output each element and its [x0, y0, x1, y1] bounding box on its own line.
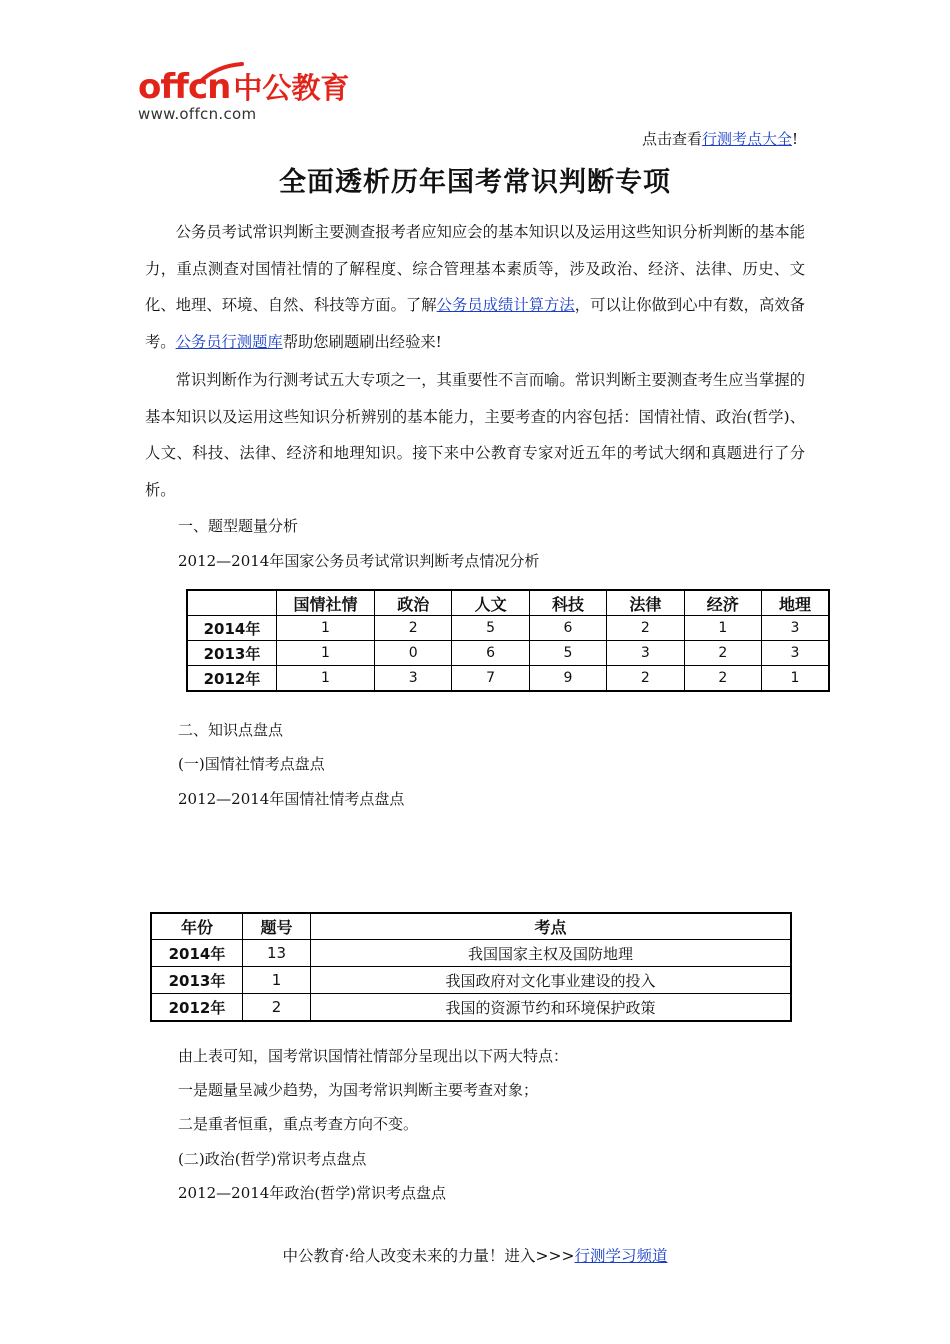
- table-header: 题号: [243, 913, 311, 940]
- section-heading-1: 一、题型题量分析: [178, 517, 299, 535]
- table-cell: 0: [375, 641, 452, 666]
- table-cell: 我国的资源节约和环境保护政策: [311, 994, 792, 1022]
- table-cell: 3: [607, 641, 684, 666]
- subsection-1: (一)国情社情考点盘点: [178, 755, 325, 773]
- table-header: [187, 590, 277, 616]
- table-header: 年份: [151, 913, 243, 940]
- table-cell: 5: [529, 641, 606, 666]
- table-cell: 2: [607, 666, 684, 692]
- table-cell: 3: [375, 666, 452, 692]
- table-cell: 1: [684, 616, 761, 641]
- question-bank-link[interactable]: 公务员行测题库: [175, 332, 283, 351]
- table-cell: 我国政府对文化事业建设的投入: [311, 967, 792, 994]
- footer: 中公教育·给人改变未来的力量！进入>>>行测学习频道: [282, 1247, 668, 1265]
- score-method-link[interactable]: 公务员成绩计算方法: [436, 296, 575, 314]
- top-link-line: 点击查看行测考点大全!: [641, 130, 798, 148]
- table-cell: 2: [684, 666, 761, 692]
- table-cell: 7: [452, 666, 529, 692]
- table-header: 政治: [375, 590, 452, 616]
- intro-paragraph: 公务员考试常识判断主要测查报考者应知应会的基本知识以及运用这些知识分析判断的基本能力，重点测查对国情社情的了解程度、综合管理基本素质等，涉及政治、经济、法律、历史、文化、地理、环境、自然、科技等方面。了解公务员成绩计算方法，可以让你做到心中有数，高效备考。公务员行测题库帮助您刷题刷出经验来!: [145, 223, 805, 351]
- table1-caption: 2012—2014年国家公务员考试常识判断考点情况分析: [178, 552, 540, 570]
- table-row: [187, 641, 829, 666]
- table-cell: 13: [243, 940, 311, 967]
- topic-link[interactable]: 行测考点大全: [701, 130, 792, 148]
- table-cell: 2012年: [187, 666, 277, 692]
- table-cell: 2: [243, 994, 311, 1022]
- table-cell: 2014年: [151, 940, 243, 967]
- table-header: 人文: [452, 590, 529, 616]
- table-cell: 1: [762, 666, 830, 692]
- table-cell: 2: [607, 616, 684, 641]
- section-heading-2: 二、知识点盘点: [178, 721, 284, 739]
- table-cell: 3: [762, 616, 830, 641]
- table-cell: 我国国家主权及国防地理: [311, 940, 792, 967]
- logo-url: www.offcn.com: [138, 105, 257, 123]
- table-row: [187, 616, 829, 641]
- logo: [138, 68, 349, 123]
- national-affairs-topic-table: [150, 912, 792, 1022]
- point-1: 一是题量呈减少趋势，为国考常识判断主要考查对象；: [178, 1081, 539, 1099]
- paragraph-2: 常识判断作为行测考试五大专项之一，其重要性不言而喻。常识判断主要测查考生应当掌握的基本知识以及运用这些知识分析辨别的基本能力，主要考查的内容包括：国情社情、政治(哲学)、人文、科技、法律、经济和地理知识。接下来中公教育专家对近五年的考试大纲和真题进行了分析。: [145, 371, 805, 499]
- table-cell: 1: [277, 616, 375, 641]
- study-channel-link[interactable]: 行测学习频道: [574, 1247, 668, 1265]
- table-header: 科技: [529, 590, 606, 616]
- logo-brand-cn: 中公教育: [233, 71, 350, 105]
- exam-topic-count-table: [186, 589, 830, 692]
- subsection-2: (二)政治(哲学)常识考点盘点: [178, 1150, 367, 1168]
- table-header: 法律: [607, 590, 684, 616]
- table-header: 国情社情: [277, 590, 375, 616]
- table-cell: 9: [529, 666, 606, 692]
- table2-caption: 2012—2014年国情社情考点盘点: [178, 790, 405, 808]
- table-cell: 2: [684, 641, 761, 666]
- table-cell: 2014年: [187, 616, 277, 641]
- table-header: 经济: [684, 590, 761, 616]
- table-row: [151, 940, 791, 967]
- table-header: 地理: [762, 590, 830, 616]
- table-header: 考点: [311, 913, 792, 940]
- table-cell: 1: [277, 666, 375, 692]
- table-row: [151, 994, 791, 1022]
- table-cell: 2012年: [151, 994, 243, 1022]
- point-2: 二是重者恒重，重点考查方向不变。: [178, 1115, 419, 1133]
- table-cell: 6: [529, 616, 606, 641]
- table-cell: 3: [762, 641, 830, 666]
- logo-swoosh-icon: [198, 62, 244, 84]
- table-row: [151, 967, 791, 994]
- table-row: [187, 666, 829, 692]
- logo-brand-en: offcn: [138, 67, 231, 107]
- table-cell: 2013年: [151, 967, 243, 994]
- table-cell: 2: [375, 616, 452, 641]
- table-cell: 1: [277, 641, 375, 666]
- page-title: 全面透析历年国考常识判断专项: [279, 167, 671, 198]
- table-cell: 2013年: [187, 641, 277, 666]
- table-cell: 1: [243, 967, 311, 994]
- table-cell: 5: [452, 616, 529, 641]
- conclusion-text: 由上表可知，国考常识国情社情部分呈现出以下两大特点：: [178, 1047, 569, 1065]
- table-cell: 6: [452, 641, 529, 666]
- table3-caption: 2012—2014年政治(哲学)常识考点盘点: [178, 1184, 447, 1202]
